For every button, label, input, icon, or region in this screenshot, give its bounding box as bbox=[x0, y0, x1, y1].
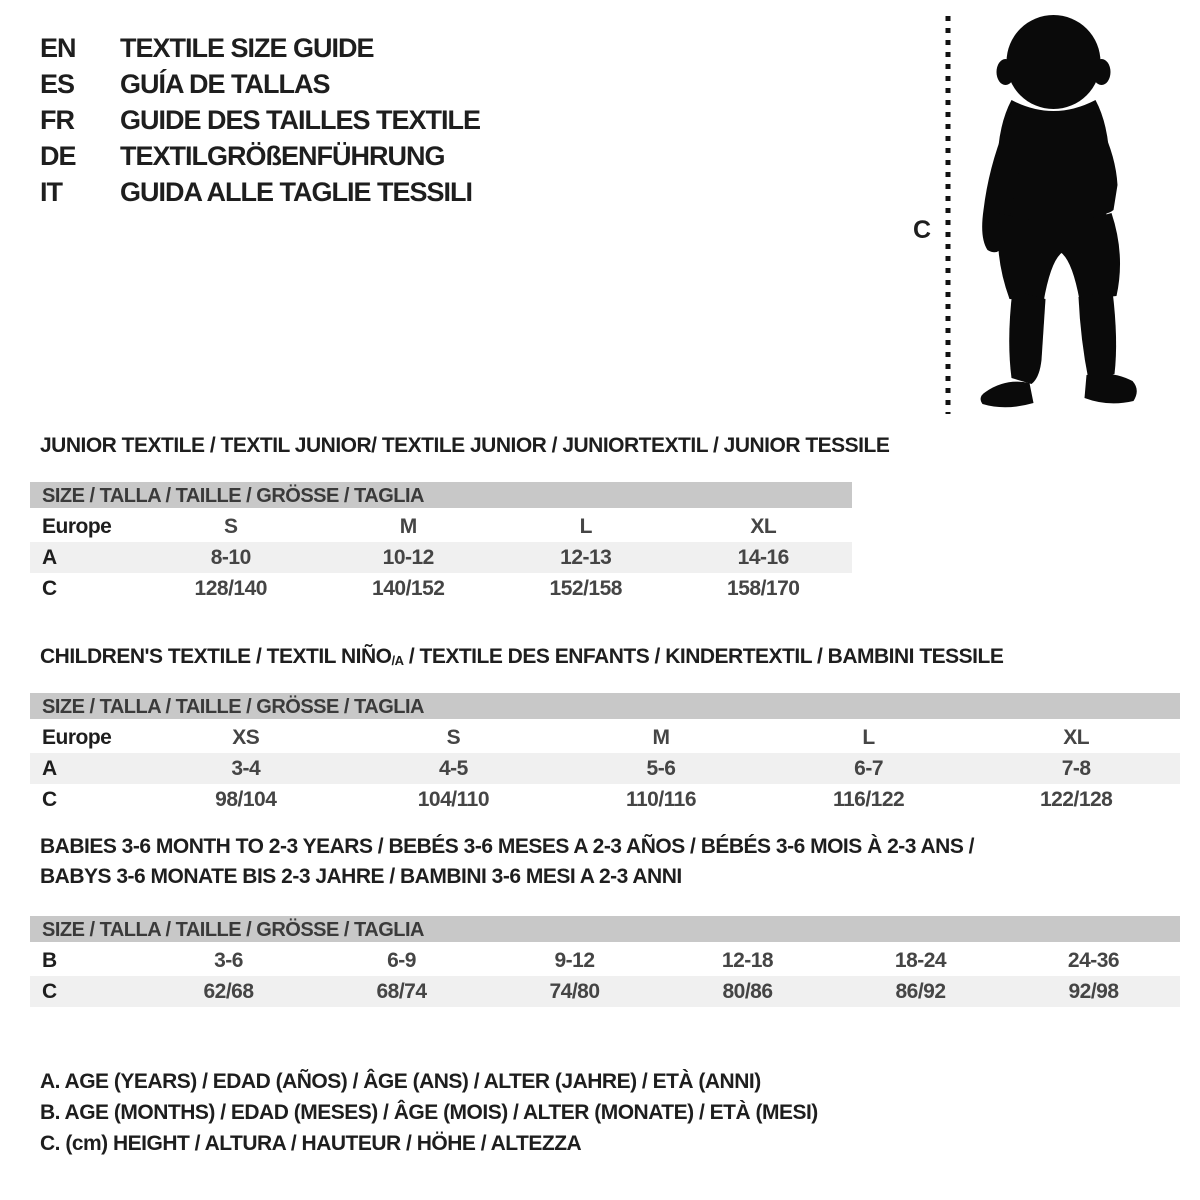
legend-line-b: B. AGE (MONTHS) / EDAD (MESES) / ÂGE (MOIS) / ALTER (MONATE) / ETÀ (MESI) bbox=[40, 1101, 818, 1124]
lang-row-es bbox=[40, 66, 480, 102]
table-row bbox=[30, 753, 1180, 784]
measurement-legend bbox=[40, 1066, 818, 1159]
table-cell: 122/128 bbox=[1039, 787, 1113, 811]
table-cell: 6-7 bbox=[854, 756, 883, 780]
children-title-rest: / TEXTILE DES ENFANTS / KINDERTEXTIL / BAMBINI TESSILE bbox=[403, 645, 1004, 668]
lang-title: TEXTILE SIZE GUIDE bbox=[120, 32, 374, 63]
junior-section-title: JUNIOR TEXTILE / TEXTIL JUNIOR/ TEXTILE JUNIOR / JUNIORTEXTIL / JUNIOR TESSILE bbox=[40, 434, 890, 457]
row-label: B bbox=[42, 948, 57, 972]
lang-row-de bbox=[40, 138, 480, 174]
table-cell: 128/140 bbox=[194, 576, 267, 600]
size-col-header: M bbox=[399, 514, 417, 538]
row-label: C bbox=[42, 787, 57, 811]
row-label: C bbox=[42, 979, 57, 1003]
lang-code: ES bbox=[40, 68, 75, 99]
junior-textile-section bbox=[30, 434, 890, 604]
size-col-header: L bbox=[862, 725, 875, 749]
table-cell: 5-6 bbox=[646, 756, 676, 780]
table-cell: 86/92 bbox=[895, 979, 946, 1003]
size-col-header: XS bbox=[232, 725, 260, 749]
dashed-height-line bbox=[943, 8, 953, 420]
legend-line-a: A. AGE (YEARS) / EDAD (AÑOS) / ÂGE (ANS) / ALTER (JAHRE) / ETÀ (ANNI) bbox=[40, 1070, 761, 1093]
legend-line-c: C. (cm) HEIGHT / ALTURA / HAUTEUR / HÖHE / ALTEZZA bbox=[40, 1132, 582, 1155]
size-col-header: S bbox=[446, 725, 461, 749]
table-cell: 140/152 bbox=[372, 576, 445, 600]
children-section-title bbox=[40, 645, 1180, 669]
babies-section-title bbox=[40, 832, 1180, 892]
toddler-silhouette-icon bbox=[963, 10, 1143, 420]
lang-title: TEXTILGRÖßENFÜHRUNG bbox=[120, 140, 445, 171]
size-col-header: S bbox=[223, 514, 238, 538]
babies-title-line1: BABIES 3-6 MONTH TO 2-3 YEARS / BEBÉS 3-6 MESES A 2-3 AÑOS / BÉBÉS 3-6 MOIS À 2-3 ANS / bbox=[40, 835, 975, 858]
lang-title: GUIDE DES TAILLES TEXTILE bbox=[120, 104, 481, 135]
table-row bbox=[30, 722, 1180, 753]
babies-textile-section bbox=[30, 832, 1180, 1007]
children-textile-section bbox=[30, 645, 1180, 815]
lang-row-en bbox=[40, 30, 480, 66]
table-row bbox=[30, 976, 1180, 1007]
table-cell: 68/74 bbox=[376, 979, 427, 1003]
table-cell: 80/86 bbox=[722, 979, 773, 1003]
children-title-main: CHILDREN'S TEXTILE / TEXTIL NIÑO bbox=[40, 645, 392, 668]
table-cell: 62/68 bbox=[203, 979, 254, 1003]
children-title-sub: /A bbox=[391, 652, 404, 668]
size-col-header: L bbox=[579, 514, 592, 538]
table-cell: 152/158 bbox=[549, 576, 622, 600]
lang-code: FR bbox=[40, 104, 74, 135]
row-label: A bbox=[42, 545, 57, 569]
lang-row-fr bbox=[40, 102, 480, 138]
table-cell: 7-8 bbox=[1061, 756, 1091, 780]
table-cell: 98/104 bbox=[215, 787, 277, 811]
lang-code: EN bbox=[40, 32, 76, 63]
table-cell: 9-12 bbox=[554, 948, 595, 972]
table-row bbox=[30, 542, 852, 573]
language-header bbox=[40, 30, 480, 210]
table-cell: 18-24 bbox=[894, 948, 947, 972]
size-col-header: M bbox=[652, 725, 670, 749]
table-cell: 74/80 bbox=[549, 979, 600, 1003]
table-cell: 24-36 bbox=[1067, 948, 1120, 972]
table-cell: 92/98 bbox=[1068, 979, 1119, 1003]
lang-title: GUÍA DE TALLAS bbox=[120, 68, 330, 99]
height-measure-label: C bbox=[913, 216, 932, 244]
size-col-header: XL bbox=[1063, 725, 1090, 749]
table-row bbox=[30, 511, 852, 542]
table-cell: 158/170 bbox=[727, 576, 800, 600]
table-cell: 10-12 bbox=[382, 545, 434, 569]
lang-code: IT bbox=[40, 176, 62, 207]
table-cell: 110/116 bbox=[625, 787, 697, 811]
table-cell: 4-5 bbox=[438, 756, 468, 780]
children-size-header-bar: SIZE / TALLA / TAILLE / GRÖSSE / TAGLIA bbox=[30, 693, 1180, 722]
table-cell: 116/122 bbox=[832, 787, 905, 811]
babies-size-header-bar: SIZE / TALLA / TAILLE / GRÖSSE / TAGLIA bbox=[30, 916, 1180, 945]
lang-title: GUIDA ALLE TAGLIE TESSILI bbox=[120, 176, 472, 207]
row-label: Europe bbox=[42, 725, 112, 749]
row-label: Europe bbox=[42, 514, 112, 538]
table-cell: 104/110 bbox=[417, 787, 490, 811]
table-row bbox=[30, 784, 1180, 815]
table-cell: 14-16 bbox=[737, 545, 789, 569]
table-cell: 3-6 bbox=[214, 948, 243, 972]
table-row bbox=[30, 573, 852, 604]
size-col-header: XL bbox=[750, 514, 777, 538]
junior-size-header-bar: SIZE / TALLA / TAILLE / GRÖSSE / TAGLIA bbox=[30, 482, 852, 511]
table-cell: 12-18 bbox=[721, 948, 774, 972]
lang-code: DE bbox=[40, 140, 76, 171]
table-cell: 8-10 bbox=[210, 545, 251, 569]
height-measure-figure bbox=[905, 8, 1165, 423]
babies-title-line2: BABYS 3-6 MONATE BIS 2-3 JAHRE / BAMBINI 3-6 MESI A 2-3 ANNI bbox=[40, 865, 682, 888]
row-label: A bbox=[42, 756, 57, 780]
row-label: C bbox=[42, 576, 57, 600]
table-cell: 6-9 bbox=[387, 948, 416, 972]
lang-row-it bbox=[40, 174, 480, 210]
table-cell: 3-4 bbox=[231, 756, 261, 780]
table-cell: 12-13 bbox=[560, 545, 612, 569]
table-row bbox=[30, 945, 1180, 976]
